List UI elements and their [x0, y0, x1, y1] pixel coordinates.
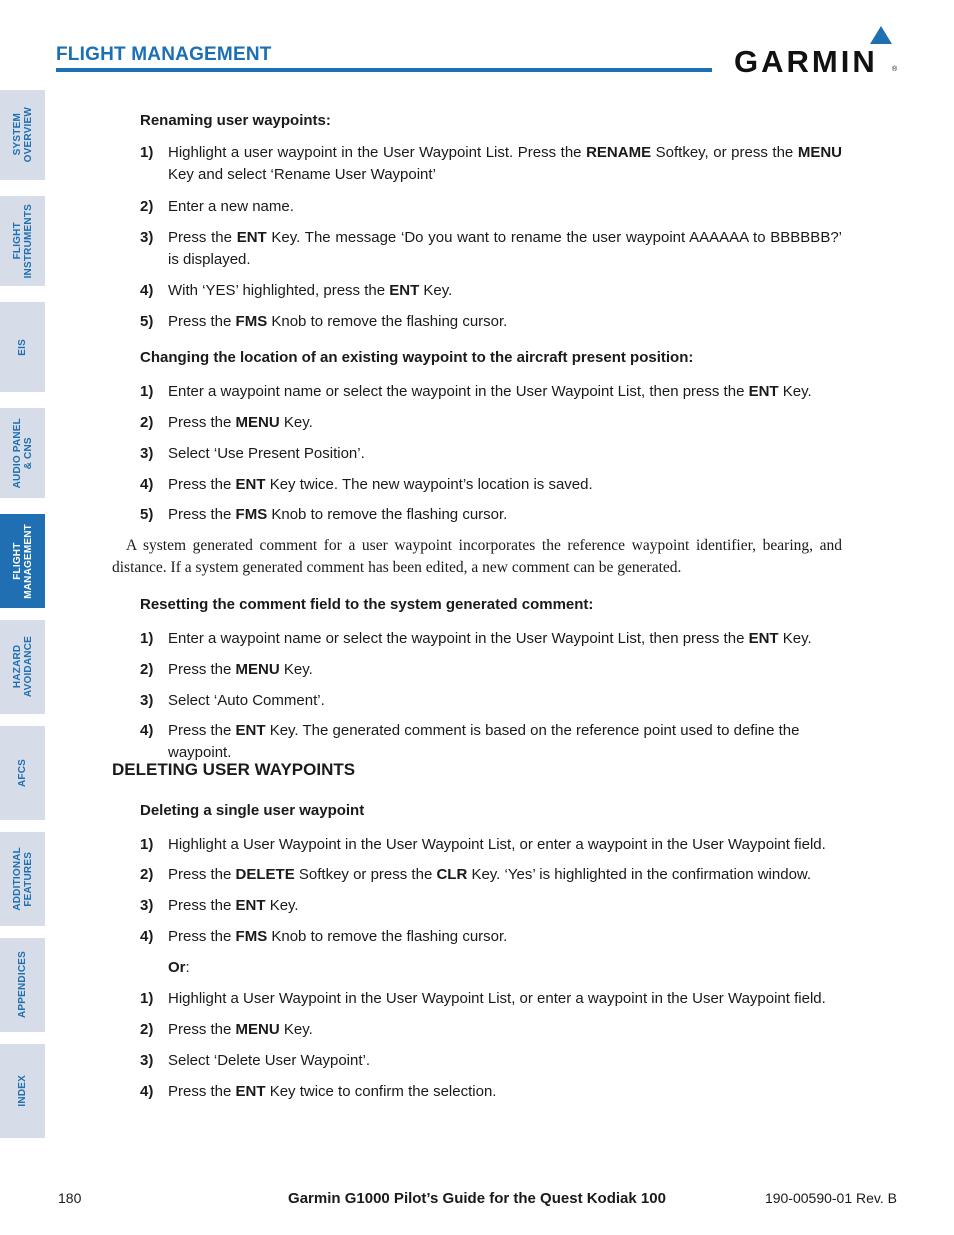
- procedure-heading: Resetting the comment field to the system generated comment:: [140, 596, 594, 613]
- document-number: 190-00590-01 Rev. B: [764, 1190, 897, 1206]
- procedure-heading: Renaming user waypoints:: [140, 112, 331, 129]
- step-number: 4): [140, 722, 154, 739]
- step-text: Select ‘Auto Comment’.: [168, 692, 325, 709]
- step-number: 3): [140, 229, 154, 246]
- step-text: Select ‘Delete User Waypoint’.: [168, 1052, 371, 1069]
- step-number: 1): [140, 144, 154, 161]
- tab-additional-features[interactable]: [0, 832, 45, 926]
- step-number: 3): [140, 1052, 154, 1069]
- step-number: 1): [140, 383, 154, 400]
- step-text: Highlight a User Waypoint in the User Waypoint List, or enter a waypoint in the User Waypoint field.: [168, 836, 826, 853]
- step-text: Enter a waypoint name or select the waypoint in the User Waypoint List, then press the ENT Key.: [168, 383, 812, 400]
- garmin-logo: [734, 26, 898, 79]
- step-text: Press the ENT Key.: [168, 897, 299, 914]
- step-number: 4): [140, 1083, 154, 1100]
- or-label: Or:: [168, 959, 190, 976]
- step-text: Press the MENU Key.: [168, 414, 313, 431]
- step-number: 3): [140, 692, 154, 709]
- tab-hazard-avoidance[interactable]: [0, 620, 45, 714]
- tab-flight-instruments[interactable]: [0, 196, 45, 286]
- tab-label: SYSTEM OVERVIEW: [11, 107, 34, 163]
- step-number: 2): [140, 661, 154, 678]
- step-text: Enter a new name.: [168, 198, 294, 215]
- tab-eis[interactable]: [0, 302, 45, 392]
- tab-label: AFCS: [17, 758, 28, 788]
- tab-label: AUDIO PANEL & CNS: [11, 417, 34, 489]
- procedure-heading: Deleting a single user waypoint: [140, 802, 365, 819]
- tab-index[interactable]: [0, 1044, 45, 1138]
- procedure-heading: Changing the location of an existing waypoint to the aircraft present position:: [140, 349, 694, 366]
- step-number: 4): [140, 476, 154, 493]
- step-number: 2): [140, 198, 154, 215]
- step-text: Select ‘Use Present Position’.: [168, 445, 365, 462]
- section-heading: DELETING USER WAYPOINTS: [112, 760, 356, 779]
- document-title: Garmin G1000 Pilot’s Guide for the Quest Kodiak 100: [288, 1190, 666, 1207]
- step-number: 2): [140, 414, 154, 431]
- step-text: With ‘YES’ highlighted, press the ENT Key.: [168, 282, 453, 299]
- garmin-wordmark: GARMIN: [734, 44, 878, 79]
- step-text: Press the FMS Knob to remove the flashing cursor.: [168, 928, 508, 945]
- step-number: 3): [140, 445, 154, 462]
- step-text: Highlight a User Waypoint in the User Waypoint List, or enter a waypoint in the User Waypoint field.: [168, 990, 826, 1007]
- step-text: Press the FMS Knob to remove the flashing cursor.: [168, 313, 508, 330]
- step-number: 5): [140, 313, 154, 330]
- step-number: 3): [140, 897, 154, 914]
- step-number: 1): [140, 990, 154, 1007]
- step-text: Press the MENU Key.: [168, 1021, 313, 1038]
- tab-afcs[interactable]: [0, 726, 45, 820]
- body-paragraph: A system generated comment for a user waypoint incorporates the reference waypoint identifier, bearing, and distance. If a system generated comment has been edited, a new comment can be generated.: [112, 537, 842, 576]
- step-text: Press the ENT Key twice. The new waypoint’s location is saved.: [168, 476, 593, 493]
- step-number: 2): [140, 1021, 154, 1038]
- tab-audio-panel-cns[interactable]: [0, 408, 45, 498]
- tab-label: INDEX: [17, 1075, 28, 1107]
- step-text: Press the FMS Knob to remove the flashing cursor.: [168, 506, 508, 523]
- tab-system-overview[interactable]: [0, 90, 45, 180]
- tab-label: FLIGHT INSTRUMENTS: [11, 203, 34, 279]
- step-number: 1): [140, 630, 154, 647]
- tab-label: APPENDICES: [17, 951, 28, 1019]
- step-number: 2): [140, 866, 154, 883]
- tab-label: FLIGHT MANAGEMENT: [11, 523, 34, 599]
- step-text: Press the DELETE Softkey or press the CLR Key. ‘Yes’ is highlighted in the confirmation window.: [168, 866, 812, 883]
- tab-label: EIS: [17, 338, 28, 356]
- step-text: Highlight a user waypoint in the User Waypoint List. Press the RENAME Softkey, or press the MENU Key and select ‘Rename User Waypoint’: [168, 144, 842, 183]
- header-rule: [56, 68, 712, 72]
- delta-icon: [870, 26, 892, 44]
- tab-appendices[interactable]: [0, 938, 45, 1032]
- step-text: Press the ENT Key. The generated comment is based on the reference point used to define the waypoint.: [168, 722, 800, 761]
- tab-label: ADDITIONAL FEATURES: [11, 847, 34, 911]
- step-text: Press the ENT Key twice to confirm the selection.: [168, 1083, 497, 1100]
- tab-flight-management[interactable]: [0, 514, 45, 608]
- step-text: Enter a waypoint name or select the waypoint in the User Waypoint List, then press the ENT Key.: [168, 630, 812, 647]
- step-number: 1): [140, 836, 154, 853]
- tab-label: HAZARD AVOIDANCE: [11, 636, 34, 698]
- step-number: 5): [140, 506, 154, 523]
- section-title: FLIGHT MANAGEMENT: [56, 44, 272, 65]
- step-number: 4): [140, 928, 154, 945]
- registered-mark: ®: [892, 66, 898, 73]
- step-text: Press the ENT Key. The message ‘Do you want to rename the user waypoint AAAAAA to BBBBBB?’ is displayed.: [168, 229, 842, 268]
- step-text: Press the MENU Key.: [168, 661, 313, 678]
- page-number: 180: [58, 1190, 82, 1206]
- step-number: 4): [140, 282, 154, 299]
